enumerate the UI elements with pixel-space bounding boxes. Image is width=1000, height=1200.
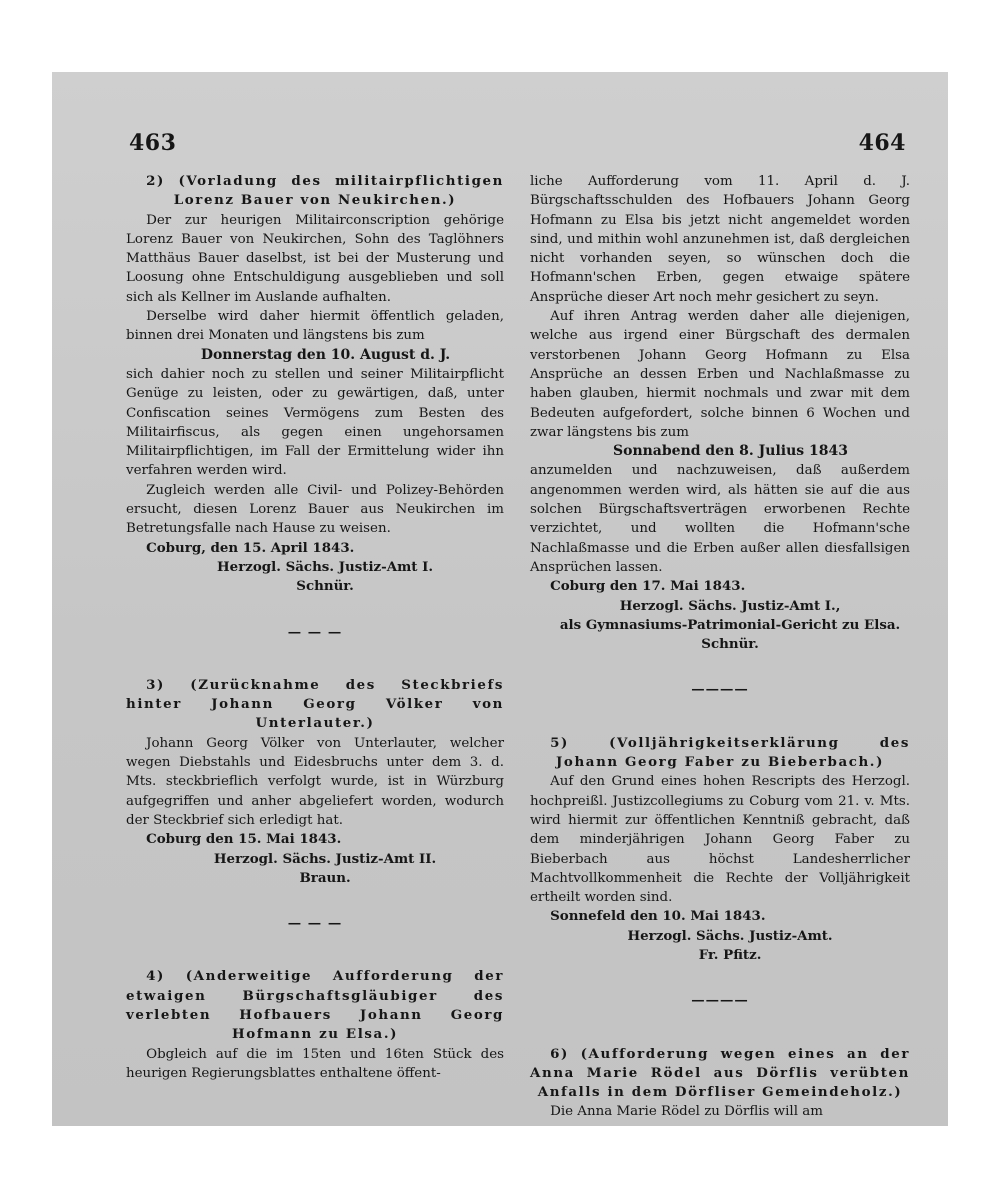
notice-2 — [126, 172, 504, 642]
section-separator: ———— — [691, 681, 749, 698]
section-separator: — — — — [287, 623, 343, 640]
paragraph: Zugleich werden alle Civil- und Polizey-Behörden ersucht, diesen Lorenz Bauer aus Neukirchen im Betretungsfalle nach Hause zu weisen. — [126, 482, 504, 537]
page-number-left: 463 — [129, 130, 177, 156]
notice-6 — [530, 1045, 910, 1122]
notice-4 — [126, 967, 504, 1083]
notice-heading: 2) (Vorladung des militairpflichtigen Lorenz Bauer von Neukirchen.) — [146, 173, 504, 209]
deadline-date: Sonnabend den 8. Julius 1843 — [613, 443, 848, 460]
paragraph: liche Aufforderung vom 11. April d. J. Bürgschaftsschulden des Hofbauers Johann Georg Hofmann zu Elsa bis jetzt nicht angemeldet worden sind, und mithin wohl anzunehmen ist, daß dergleichen nicht vorhanden seyen, so wünschen doch die Hofmann'schen Erben, gegen etwaige spätere Ansprüche dieser Art noch mehr gesichert zu seyn. — [530, 174, 910, 305]
issuing-office-court: als Gymnasiums-Patrimonial-Gericht zu Elsa. — [559, 616, 901, 633]
paragraph: Die Anna Marie Rödel zu Dörflis will am — [550, 1104, 823, 1120]
place-date-line: Coburg den 15. Mai 1843. — [146, 831, 342, 848]
notice-heading: 6) (Aufforderung wegen eines an der Anna Marie Rödel aus Dörflis verübten Anfalls in dem Dörfliser Gemeindeholz.) — [530, 1045, 910, 1101]
notice-4-continued — [530, 172, 910, 700]
paragraph: Obgleich auf die im 15ten und 16ten Stück des heurigen Regierungsblattes enthaltene öffent- — [126, 1046, 504, 1081]
signature: Braun. — [299, 869, 351, 886]
signature: Schnür. — [701, 636, 759, 653]
signature: Schnür. — [296, 578, 354, 595]
notice-heading: 5) (Volljährigkeitserklärung des Johann Georg Faber zu Bieberbach.) — [550, 734, 910, 771]
place-date-line: Coburg den 17. Mai 1843. — [550, 578, 746, 595]
page-number-right: 464 — [858, 130, 906, 156]
notice-5 — [530, 734, 910, 1011]
paragraph: anzumelden und nachzuweisen, daß außerdem angenommen werden wird, als hätten sie auf die aus solchen Bürgschaftsverträgen erworbenen Rechte verzichtet, und wollten die Hofmann'sche Nachlaßmasse und die Erben außer allen diesfallsigen Ansprüchen lassen. — [530, 463, 910, 575]
place-date-line: Sonnefeld den 10. Mai 1843. — [550, 908, 766, 925]
notice-heading: 3) (Zurücknahme des Steckbriefs hinter Johann Georg Völker von Unterlauter.) — [126, 676, 504, 732]
right-column — [530, 172, 910, 1122]
paragraph: sich dahier noch zu stellen und seiner Militairpflicht Genüge zu leisten, oder zu gewärtigen, daß, unter Confiscation seines Vermögens zum Besten des Militairfiscus, als gegen einen ungehorsamen Militairpflichtigen, im Fall der Ermittelung wider ihn verfahren werden wird. — [126, 366, 504, 479]
issuing-office: Herzogl. Sächs. Justiz-Amt I., — [619, 597, 841, 614]
paragraph: Der zur heurigen Militairconscription gehörige Lorenz Bauer von Neukirchen, Sohn des Taglöhners Matthäus Bauer daselbst, ist bei der Musterung und Loosung ohne Entschuldigung ausgeblieben und soll sich als Kellner im Auslande aufhalten. — [126, 212, 504, 305]
notice-3 — [126, 676, 504, 934]
paragraph: Derselbe wird daher hiermit öffentlich geladen, binnen drei Monaten und längstens bis zum — [126, 309, 504, 344]
issuing-office: Herzogl. Sächs. Justiz-Amt II. — [213, 850, 437, 867]
issuing-office: Herzogl. Sächs. Justiz-Amt. — [627, 927, 833, 944]
place-date-line: Coburg, den 15. April 1843. — [146, 539, 355, 556]
section-separator: — — — — [287, 915, 343, 932]
paragraph: Johann Georg Völker von Unterlauter, welcher wegen Diebstahls und Eidesbruchs unter dem 3. d. Mts. steckbrieflich verfolgt wurde, ist in Würzburg aufgegriffen und anher abgeliefert worden, wodurch der Steckbrief sich erledigt hat. — [126, 735, 504, 828]
notice-heading: 4) (Anderweitige Aufforderung der etwaigen Bürgschaftsgläubiger des verlebten Hofbauers Johann Georg Hofmann zu Elsa.) — [126, 968, 504, 1043]
signature: Fr. Pfitz. — [698, 946, 762, 963]
section-separator: ———— — [691, 992, 749, 1009]
scanned-page-spread — [52, 72, 948, 1126]
left-column — [126, 172, 504, 1083]
deadline-date: Donnerstag den 10. August d. J. — [200, 346, 451, 363]
paragraph: Auf den Grund eines hohen Rescripts des Herzogl. hochpreißl. Justizcollegiums zu Coburg vom 21. v. Mts. wird hiermit zur öffentlichen Kenntniß gebracht, daß dem minderjährigen Johann Georg Faber zu Bieberbach aus höchst Landesherrlicher Machtvollkommenheit die Rechte der Volljährigkeit ertheilt worden sind. — [530, 774, 910, 906]
issuing-office: Herzogl. Sächs. Justiz-Amt I. — [217, 558, 434, 575]
paragraph: Auf ihren Antrag werden daher alle diejenigen, welche aus irgend einer Bürgschaft des dermalen verstorbenen Johann Georg Hofmann zu Elsa Ansprüche an dessen Erben und Nachlaßmasse zu haben glauben, hiermit nochmals und zwar mit dem Bedeuten aufgefordert, solche binnen 6 Wochen und zwar längstens bis zum — [530, 309, 910, 440]
